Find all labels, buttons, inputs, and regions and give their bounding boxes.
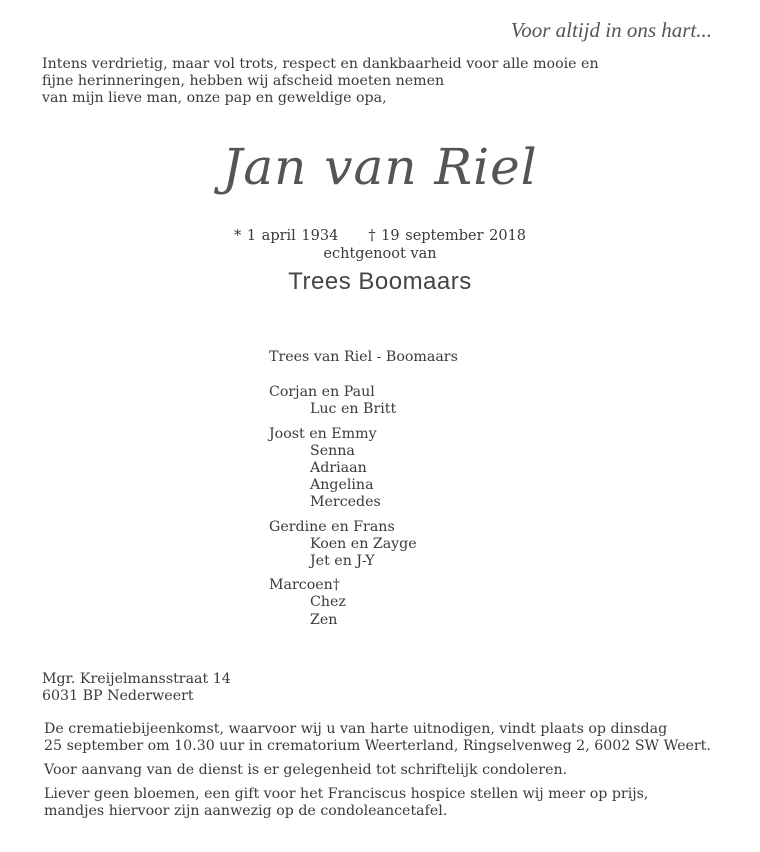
family-parents: Marcoen† bbox=[269, 577, 340, 594]
family-group bbox=[269, 384, 458, 418]
address-city: 6031 BP Nederweert bbox=[42, 688, 194, 704]
family-child: Adriaan bbox=[310, 460, 367, 477]
intro-line: Intens verdrietig, maar vol trots, respect en dankbaarheid voor alle mooie en bbox=[42, 56, 599, 72]
death-date: † 19 september 2018 bbox=[368, 228, 527, 244]
family-child: Jet en J-Y bbox=[310, 553, 375, 570]
family-parents: Gerdine en Frans bbox=[269, 518, 395, 535]
family-child: Angelina bbox=[310, 477, 374, 494]
life-dates bbox=[0, 228, 760, 244]
flowers-info bbox=[44, 786, 734, 820]
spouse-label: echtgenoot van bbox=[323, 246, 437, 262]
family-child: Mercedes bbox=[310, 494, 381, 511]
family-child: Senna bbox=[310, 442, 355, 459]
birth-date: * 1 april 1934 bbox=[233, 228, 339, 244]
family-child: Zen bbox=[310, 611, 338, 628]
intro-text bbox=[42, 56, 662, 107]
family-parents: Corjan en Paul bbox=[269, 384, 375, 401]
home-address bbox=[42, 671, 231, 705]
family-group bbox=[269, 519, 458, 571]
intro-line: fijne herinneringen, hebben wij afscheid moeten nemen bbox=[42, 73, 445, 89]
address-street: Mgr. Kreijelmansstraat 14 bbox=[42, 671, 231, 687]
family-group bbox=[269, 426, 458, 512]
flowers-line: Liever geen bloemen, een gift voor het Franciscus hospice stellen wij meer op prijs, bbox=[44, 786, 649, 802]
motto: Voor altijd in ons hart... bbox=[510, 18, 712, 42]
family-child: Koen en Zayge bbox=[310, 535, 417, 552]
deceased-name: Jan van Riel bbox=[222, 138, 538, 196]
family-list bbox=[269, 349, 458, 636]
family-group bbox=[269, 577, 458, 629]
ceremony-notes bbox=[44, 721, 734, 827]
condolence-info: Voor aanvang van de dienst is er gelegenheid tot schriftelijk condoleren. bbox=[44, 762, 568, 778]
spouse-name: Trees Boomaars bbox=[288, 268, 472, 295]
flowers-line: mandjes hiervoor zijn aanwezig op de condoleancetafel. bbox=[44, 803, 448, 819]
ceremony-line: 25 september om 10.30 uur in crematorium Weerterland, Ringselvenweg 2, 6002 SW Weert. bbox=[44, 738, 711, 754]
ceremony-line: De crematiebijeenkomst, waarvoor wij u van harte uitnodigen, vindt plaats op dinsdag bbox=[44, 721, 668, 737]
family-parents: Joost en Emmy bbox=[269, 425, 377, 442]
family-child: Luc en Britt bbox=[310, 401, 397, 418]
family-child: Chez bbox=[310, 594, 346, 611]
ceremony-info bbox=[44, 721, 734, 755]
widow-name: Trees van Riel - Boomaars bbox=[269, 349, 458, 365]
intro-line: van mijn lieve man, onze pap en geweldige opa, bbox=[42, 90, 387, 106]
